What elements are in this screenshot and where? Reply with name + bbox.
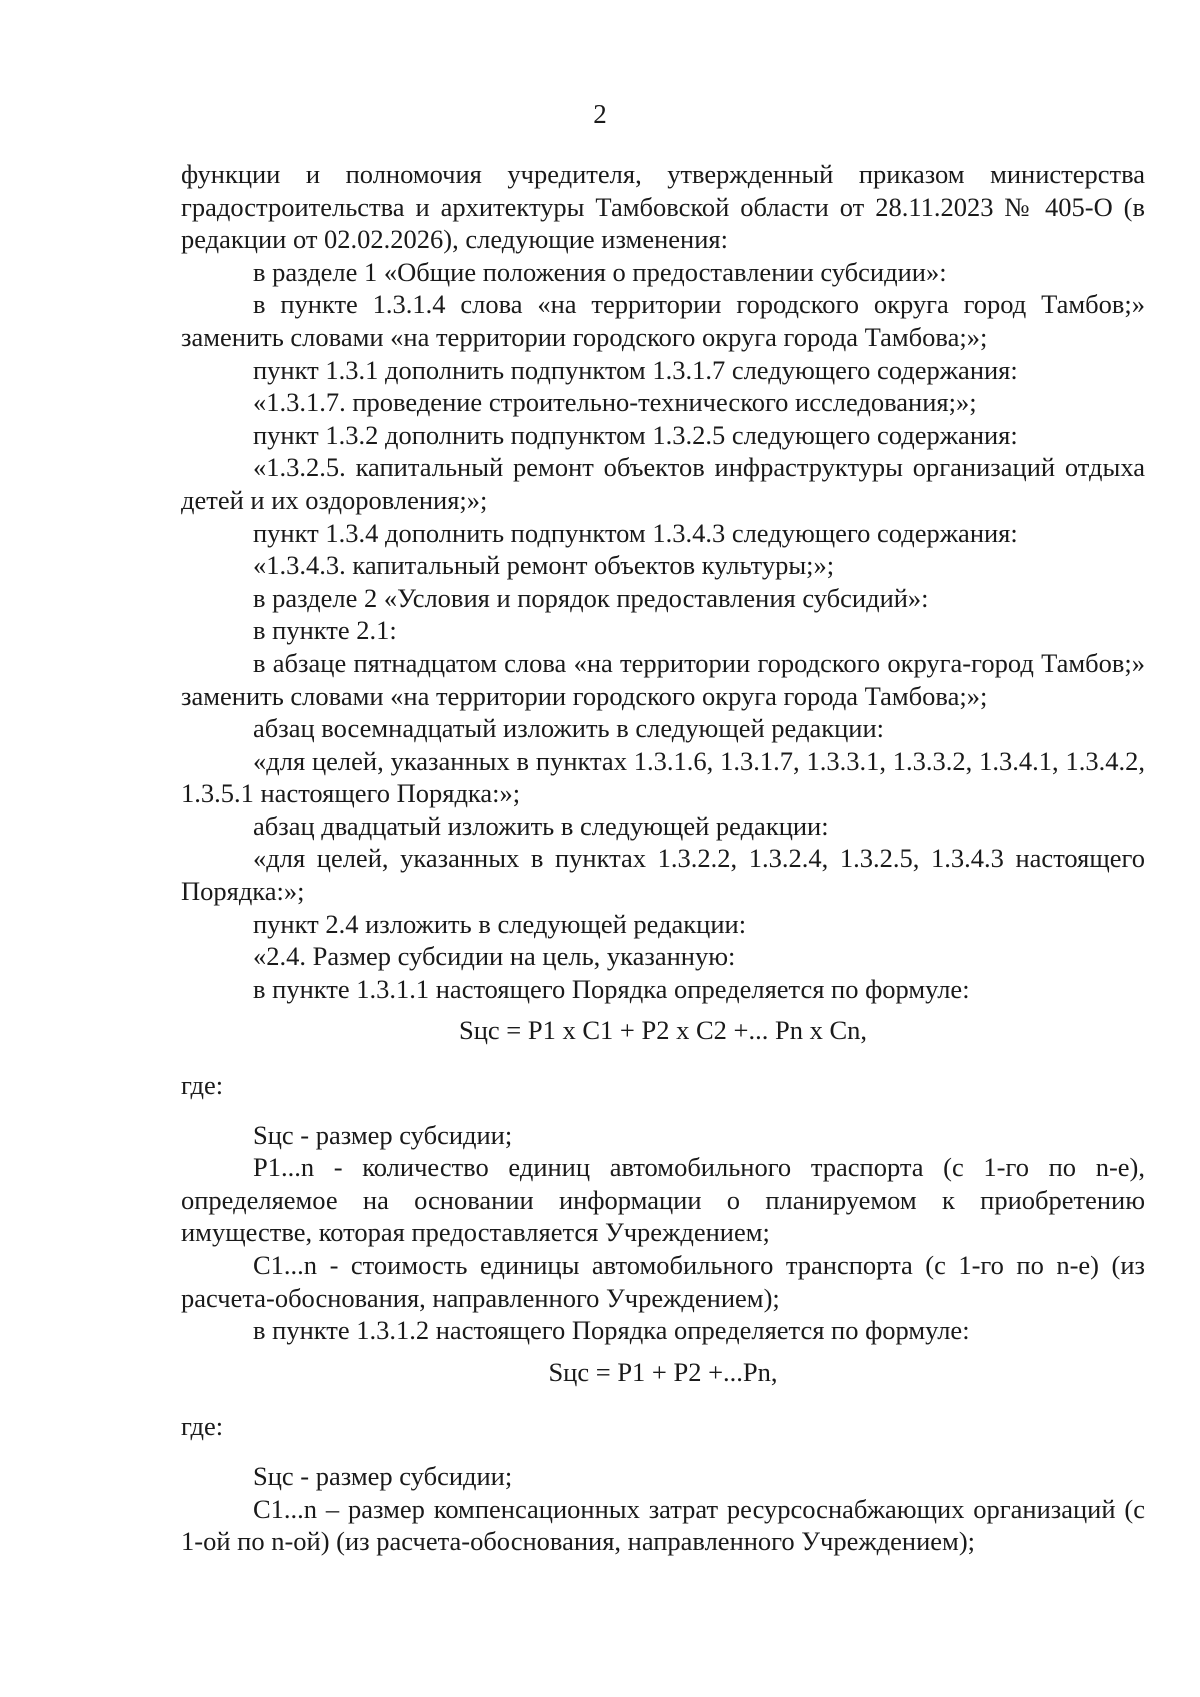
paragraph: C1...n - стоимость единицы автомобильного транспорта (с 1-го по n-е) (из расчета-обоснования, направленного Учреждением); (181, 1250, 1145, 1313)
paragraph: P1...n - количество единиц автомобильного траспорта (с 1-го по n-е), определяемое на основании информации о планируемом к приобретению имуществе, которая предоставляется Учреждением; (181, 1152, 1145, 1248)
paragraph: Sцс - размер субсидии; (253, 1119, 513, 1150)
paragraph: пункт 2.4 изложить в следующей редакции: (253, 908, 747, 939)
paragraph: «1.3.2.5. капитальный ремонт объектов инфраструктуры организаций отдыха детей и их оздоровления;»; (181, 452, 1145, 515)
paragraph: пункт 1.3.2 дополнить подпунктом 1.3.2.5 следующего содержания: (253, 419, 1018, 450)
paragraph: абзац двадцатый изложить в следующей редакции: (253, 810, 829, 841)
where-label: где: (181, 1070, 224, 1101)
paragraph: пункт 1.3.4 дополнить подпунктом 1.3.4.3 следующего содержания: (253, 517, 1018, 548)
formula: Sцс = P1 + P2 +...Pn, (548, 1356, 778, 1387)
paragraph: «для целей, указанных в пунктах 1.3.2.2, 1.3.2.4, 1.3.2.5, 1.3.4.3 настоящего Порядка:»; (181, 843, 1145, 907)
where-label: где: (181, 1411, 224, 1442)
paragraph: в разделе 1 «Общие положения о предоставлении субсидии»: (253, 256, 947, 287)
paragraph: в пункте 1.3.1.1 настоящего Порядка определяется по формуле: (253, 973, 970, 1004)
paragraph: «1.3.1.7. проведение строительно-технического исследования;»; (253, 387, 977, 418)
paragraph: в абзаце пятнадцатом слова «на территории городского округа-город Тамбов;» заменить словами «на территории городского округа города Тамбова;»; (181, 647, 1145, 711)
paragraph: «для целей, указанных в пунктах 1.3.1.6, 1.3.1.7, 1.3.3.1, 1.3.3.2, 1.3.4.1, 1.3.4.2, 1.3.5.1 настоящего Порядка:»; (181, 745, 1145, 809)
paragraph: в пункте 1.3.1.2 настоящего Порядка определяется по формуле: (253, 1315, 970, 1346)
paragraph: в пункте 1.3.1.4 слова «на территории городского округа город Тамбов;» заменить словами «на территории городского округа города Тамбова;»; (181, 289, 1145, 352)
paragraph: C1...n – размер компенсационных затрат ресурсоснабжающих организаций (с 1-ой по n-ой) (из расчета-обоснования, направленного Учреждением); (181, 1493, 1145, 1557)
paragraph: «2.4. Размер субсидии на цель, указанную: (253, 941, 736, 972)
paragraph: в разделе 2 «Условия и порядок предоставления субсидий»: (253, 582, 929, 613)
document-body (181, 158, 1145, 1558)
paragraph: в пункте 2.1: (253, 615, 397, 646)
paragraph: «1.3.4.3. капитальный ремонт объектов культуры;»; (253, 550, 835, 581)
paragraph: пункт 1.3.1 дополнить подпунктом 1.3.1.7 следующего содержания: (253, 354, 1018, 385)
paragraph: Sцс - размер субсидии; (253, 1460, 513, 1491)
page-number: 2 (593, 99, 607, 129)
formula: Sцс = P1 x C1 + P2 x C2 +... Pn x Cn, (458, 1015, 867, 1046)
paragraph: абзац восемнадцатый изложить в следующей редакции: (253, 713, 884, 744)
paragraph: функции и полномочия учредителя, утвержденный приказом министерства градостроительства и архитектуры Тамбовской области от 28.11.2023 № 405-О (в редакции от 02.02.2026), следующие изменения: (181, 159, 1145, 255)
